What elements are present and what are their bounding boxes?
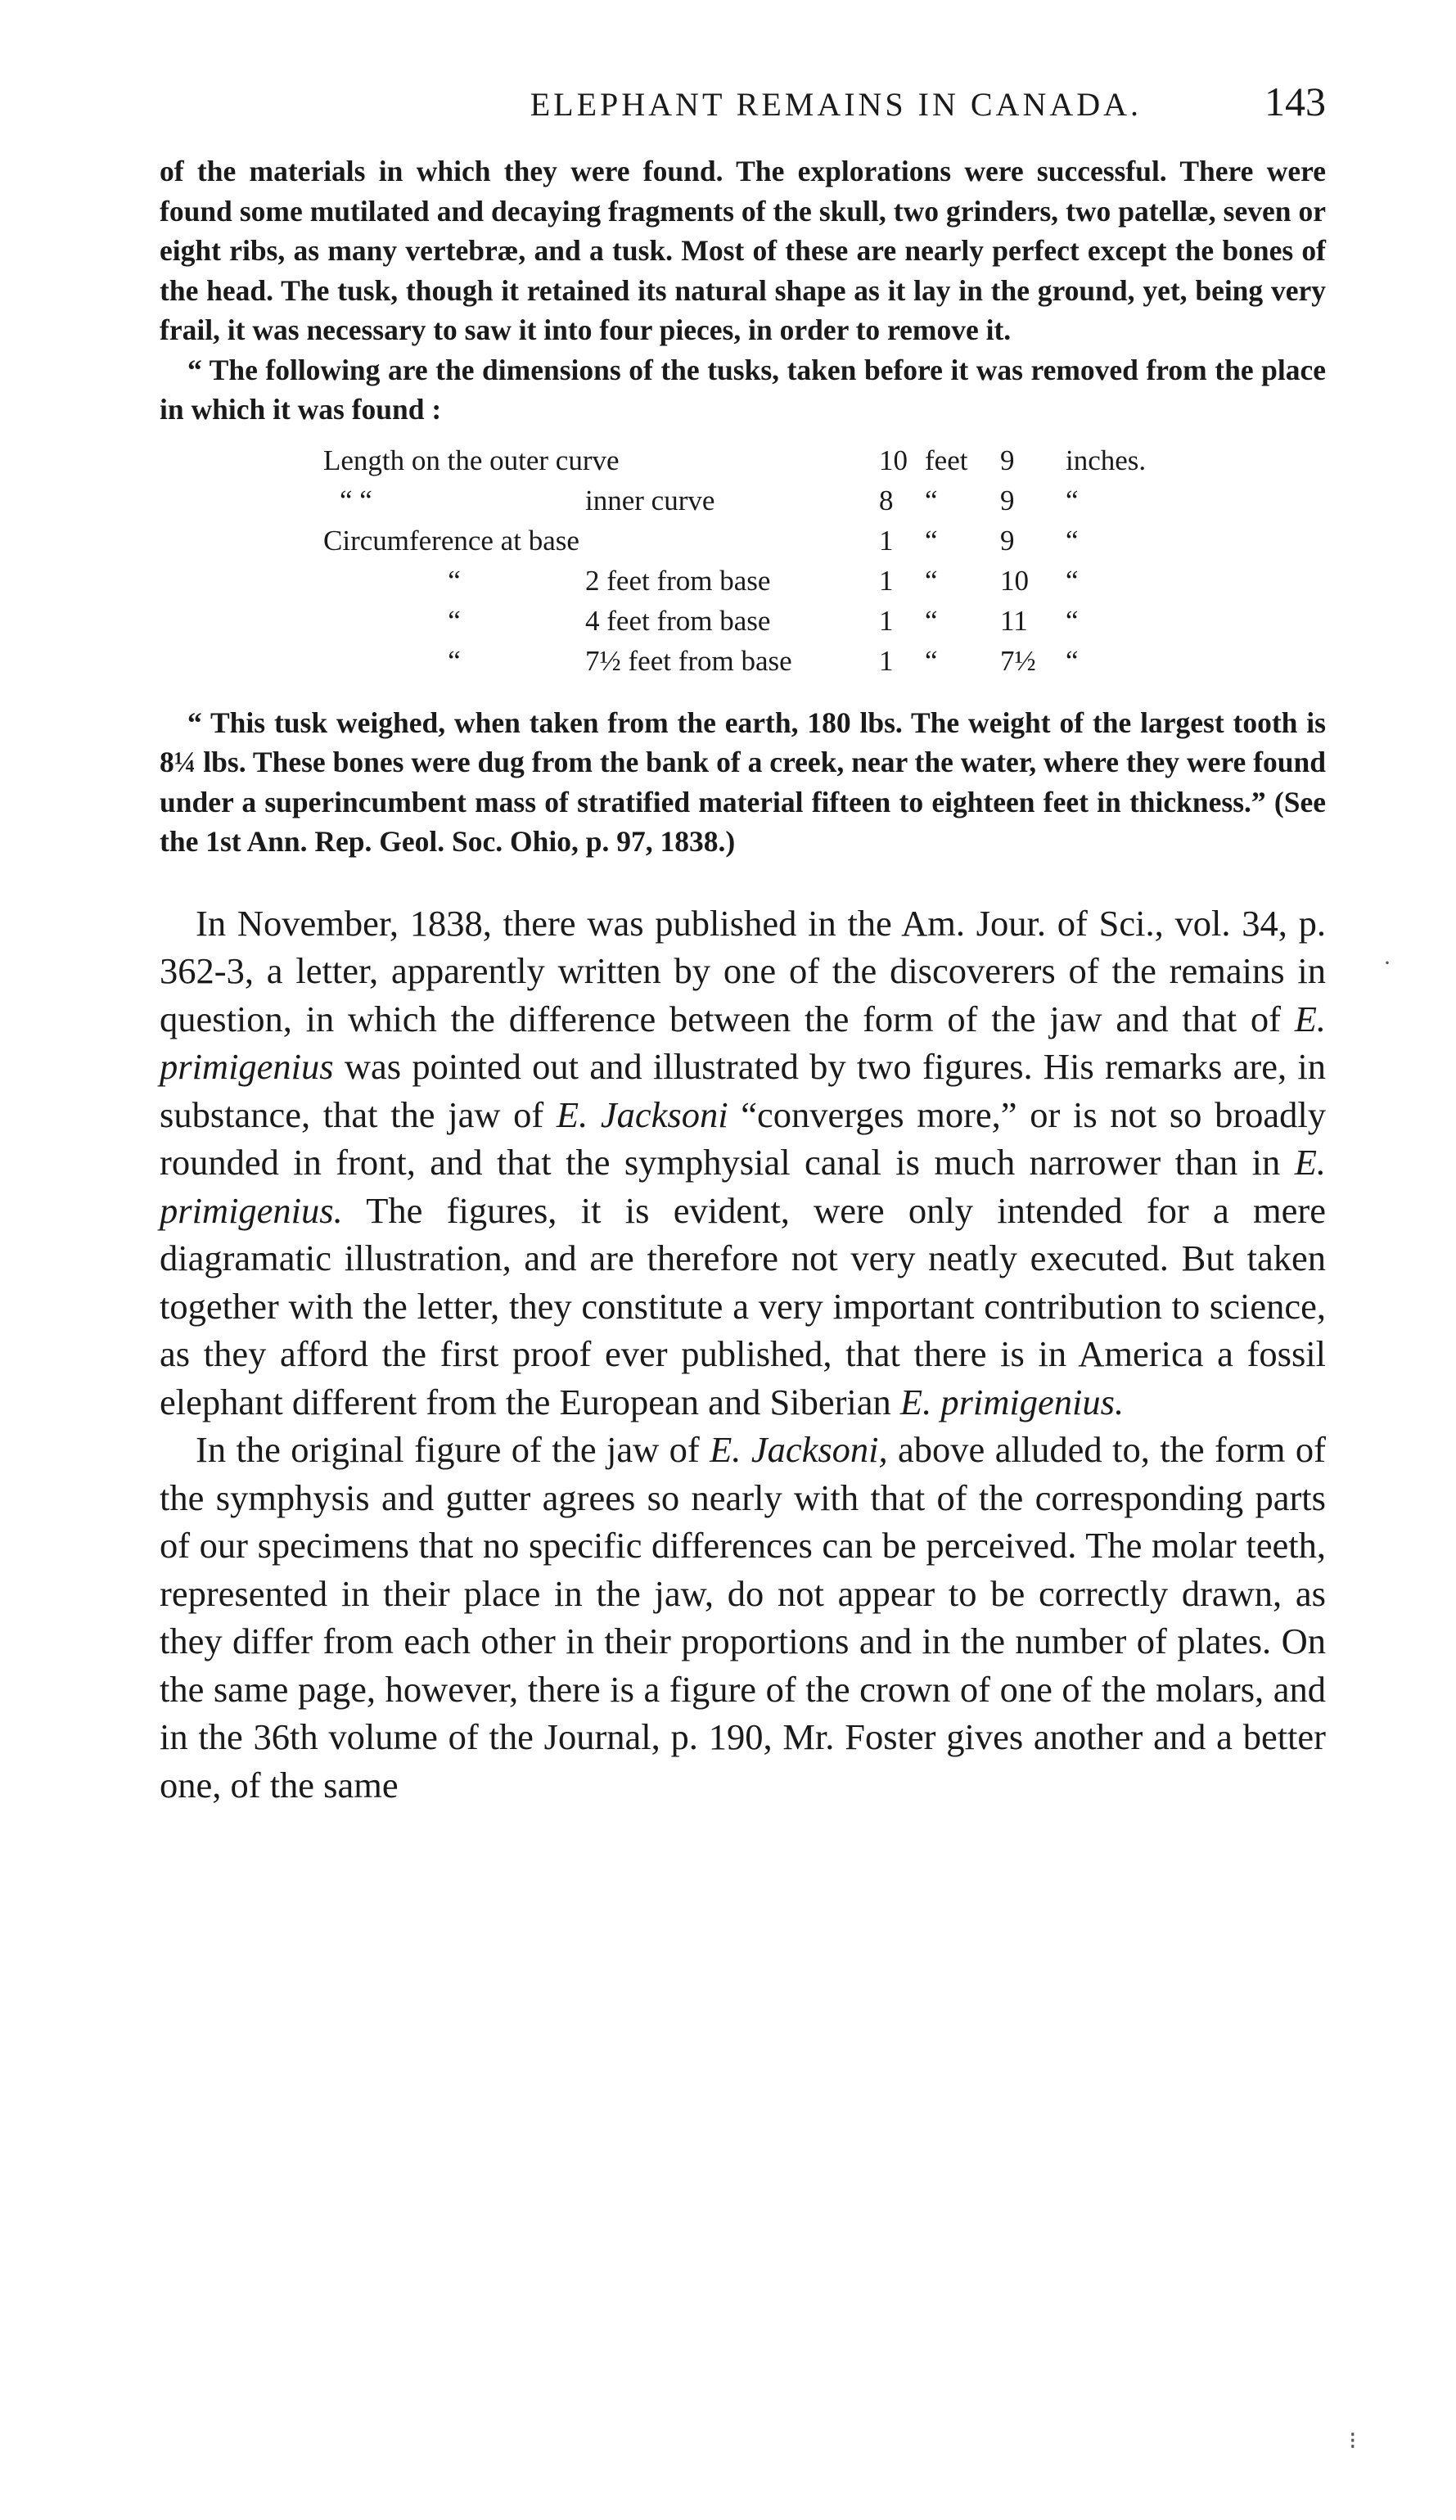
dimension-feet: 1 bbox=[879, 524, 894, 557]
dimension-inches-unit: “ bbox=[1066, 604, 1079, 637]
table-row bbox=[323, 444, 1172, 485]
dimension-feet-unit: feet bbox=[925, 444, 968, 476]
running-title: ELEPHANT REMAINS IN CANADA. bbox=[530, 86, 1142, 123]
dimension-feet: 1 bbox=[879, 644, 894, 677]
dimension-inches-unit: “ bbox=[1066, 644, 1079, 677]
dimension-feet: 8 bbox=[879, 484, 894, 516]
tusk-dimensions-table bbox=[323, 444, 1172, 685]
text-run: above alluded to, the form of the symphysis and gutter agrees so nearly with that of the corresponding parts of our specimens that no specific differences can be perceived. The molar teeth, represented in their place in the jaw, do not appear to be correctly drawn, as they differ from each other in their proportions and in the number of plates. On the same page, however, there is a figure of the crown of one of the molars, and in the 36th volume of the Journal, p. 190, Mr. Foster gives another and a better one, of the same bbox=[160, 1429, 1326, 1805]
dimension-label: 7½ feet from base bbox=[585, 644, 792, 677]
table-row bbox=[323, 485, 1172, 525]
dimension-feet: 10 bbox=[879, 444, 908, 476]
text-run: In the original figure of the jaw of bbox=[196, 1429, 710, 1470]
quoted-paragraph-3: “ This tusk weighed, when taken from the earth, 180 lbs. The weight of the largest tooth is 8¼ lbs. These bones were dug from the bank of a creek, near the water, where they were found under a superincumbent mass of stratified material fifteen to eighteen feet in thickness.” (See the 1st Ann. Rep. Geol. Soc. Ohio, p. 97, 1838.) bbox=[160, 706, 1326, 858]
dimension-inches: 7½ bbox=[1000, 644, 1036, 677]
page-number: 143 bbox=[1264, 79, 1326, 124]
dimension-feet-unit: “ bbox=[925, 604, 938, 637]
dimension-inches: 9 bbox=[1000, 484, 1015, 516]
dimension-inches: 9 bbox=[1000, 524, 1015, 557]
text-run: The figures, it is evident, were only intended for a mere diagramatic illustration, and are therefore not very neatly executed. But taken together with the letter, they constitute a very important contribution to science, as they afford the first proof ever published, that there is in America a fossil elephant different from the European and Siberian bbox=[160, 1189, 1326, 1422]
table-row bbox=[323, 605, 1172, 645]
dimension-inches: 9 bbox=[1000, 444, 1015, 476]
book-page bbox=[160, 78, 1326, 1809]
italic-species-name: E. primigenius. bbox=[899, 1381, 1125, 1422]
dimension-feet: 1 bbox=[879, 604, 894, 637]
dimension-feet: 1 bbox=[879, 564, 894, 597]
text-run: “converges more,” or is not so broadly rounded in front, and that the symphysial canal is much narrower than in bbox=[160, 1093, 1327, 1183]
table-row bbox=[323, 525, 1172, 565]
dimension-feet-unit: “ bbox=[925, 644, 938, 677]
italic-species-name: E. Jacksoni bbox=[556, 1093, 728, 1135]
dimension-ditto: “ bbox=[448, 604, 461, 637]
dimension-label: Circumference at base bbox=[323, 524, 579, 557]
dimension-inches-unit: inches. bbox=[1066, 444, 1147, 476]
dimension-ditto: “ “ bbox=[340, 484, 372, 516]
table-row bbox=[323, 565, 1172, 605]
dimension-feet-unit: “ bbox=[925, 564, 938, 597]
body-paragraph-1 bbox=[160, 899, 1326, 1427]
italic-species-name: E. Jacksoni, bbox=[710, 1429, 888, 1470]
margin-speck: ⁝ bbox=[1349, 2428, 1357, 2455]
margin-speck: · bbox=[1383, 949, 1391, 976]
dimension-inches: 11 bbox=[1000, 604, 1028, 637]
dimension-label: Length on the outer curve bbox=[323, 444, 620, 476]
dimension-inches: 10 bbox=[1000, 564, 1029, 597]
dimension-label: inner curve bbox=[585, 484, 715, 516]
text-run: was pointed out and illustrated by two figures. His remarks are, in substance, that the jaw of bbox=[160, 1046, 1326, 1135]
text-run: In November, 1838, there was published in the Am. Jour. of Sci., vol. 34, p. 362-3, a letter, apparently written by one of the discoverers of the remains in question, in which the difference between the form of the jaw and that of bbox=[160, 902, 1326, 1039]
dimension-ditto: “ bbox=[448, 644, 461, 677]
dimension-inches-unit: “ bbox=[1066, 564, 1079, 597]
running-head bbox=[160, 78, 1326, 151]
body-paragraph-2 bbox=[160, 1426, 1326, 1809]
dimension-feet-unit: “ bbox=[925, 484, 938, 516]
italic-species-name: E. primigenius. bbox=[160, 1142, 1326, 1231]
dimension-label: 4 feet from base bbox=[585, 604, 771, 637]
italic-species-name: E. primigenius bbox=[160, 998, 1326, 1087]
dimension-inches-unit: “ bbox=[1066, 484, 1079, 516]
quoted-paragraph-1: of the materials in which they were found. The explorations were successful. There were found some mutilated and decaying fragments of the skull, two grinders, two patellæ, seven or eight ribs, as many vertebræ, and a tusk. Most of these are nearly perfect except the bones of the head. The tusk, though it retained its natural shape as it lay in the ground, yet, being very frail, it was necessary to saw it into four pieces, in order to remove it. bbox=[160, 155, 1326, 346]
quoted-paragraph-2: “ The following are the dimensions of the tusks, taken before it was removed from the place in which it was found : bbox=[160, 353, 1326, 426]
dimension-feet-unit: “ bbox=[925, 524, 938, 557]
dimension-label: 2 feet from base bbox=[585, 564, 771, 597]
table-row bbox=[323, 645, 1172, 685]
dimension-ditto: “ bbox=[448, 564, 461, 597]
dimension-inches-unit: “ bbox=[1066, 524, 1079, 557]
